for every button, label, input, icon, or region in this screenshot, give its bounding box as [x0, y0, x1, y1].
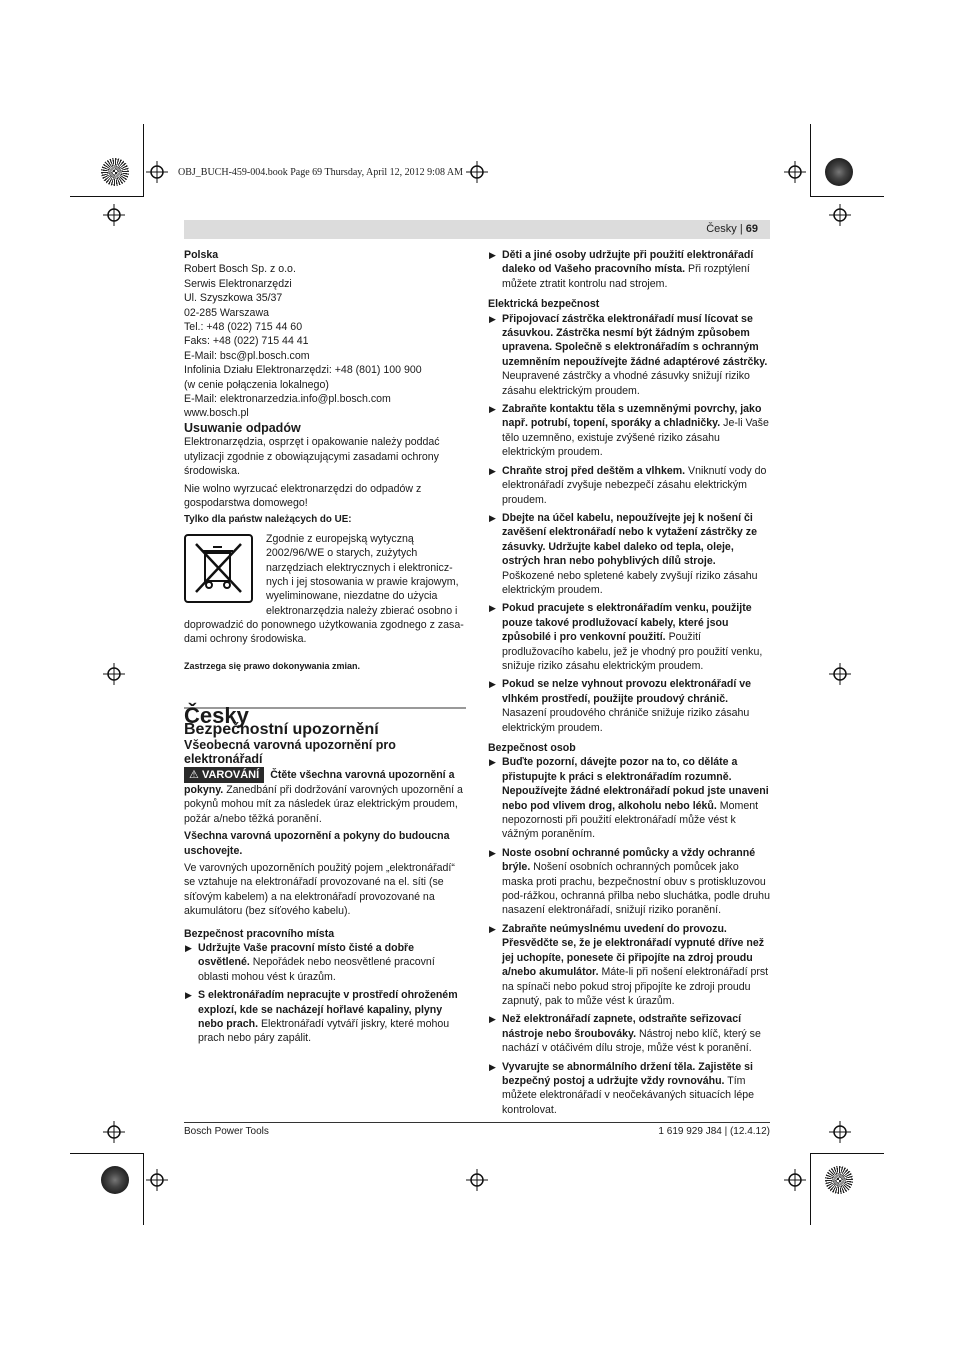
item-text: Elektronářadí vytváří jiskry, které mohou prach nebo páry zapálit. — [198, 1018, 450, 1045]
item-bold: Udržujte Vaše pracovní místo čisté a dobře osvětlené. — [198, 942, 415, 969]
reserve-note: Zastrzega się prawo dokonywania zmian. — [184, 660, 361, 671]
crosshair-icon — [829, 1121, 851, 1143]
warning-bold-text: Čtěte všechna varovná upozornění a pokyny. — [184, 768, 455, 796]
triangle-right-icon: ▶ — [489, 250, 496, 260]
list-item — [488, 464, 771, 507]
list-item — [488, 1060, 771, 1118]
list-item — [184, 988, 466, 1046]
crop-mark — [70, 1153, 144, 1154]
warning-triangle-icon: ⚠ — [189, 768, 199, 781]
item-text: Neupravené zástrčky a vhodné zásuvky snižují riziko zásahu elektrickým proudem. — [502, 370, 750, 397]
language-title: Česky — [184, 702, 249, 728]
list-item — [488, 1012, 771, 1055]
list-item — [488, 312, 771, 398]
right-column — [488, 248, 771, 1121]
address-line: (w cenie połączenia lokalnego) — [184, 378, 329, 391]
item-bold: Chraňte stroj před deštěm a vlhkem. — [502, 464, 686, 477]
address-line: Robert Bosch Sp. z o.o. — [184, 263, 296, 276]
crop-mark — [810, 1153, 811, 1225]
crosshair-icon — [103, 1121, 125, 1143]
list-item — [488, 922, 771, 1008]
warning-paragraph — [184, 767, 466, 827]
header-separator: | — [739, 223, 743, 235]
item-bold: Připojovací zástrčka elektronářadí musí lícovat se zásuvkou. Zástrčka nesmí být žádným způsobem upravena. Společně s elektronářadím s ochranným uzemněním nepoužívejte žádné adaptérové zástrčky. — [502, 312, 768, 368]
address-line: Infolinia Działu Elektronarzędzi: +48 (801) 100 900 — [184, 364, 422, 377]
triangle-right-icon: ▶ — [489, 679, 496, 690]
item-bold: Pokud se nelze vyhnout provozu elektronářadí ve vlhkém prostředí, použijte proudový chránič. — [502, 678, 752, 705]
crop-mark — [143, 1153, 144, 1225]
crop-mark — [810, 1153, 884, 1154]
print-job-info: OBJ_BUCH-459-004.book Page 69 Thursday, April 12, 2012 9:08 AM — [178, 167, 463, 178]
address-line: E-Mail: elektronarzedzia.info@pl.bosch.com — [184, 393, 391, 406]
list-item — [488, 677, 771, 735]
crosshair-icon — [829, 663, 851, 685]
item-bold: Buďte pozorní, dávejte pozor na to, co děláte a přistupujte k práci s elektronářadím rozumně. Nepoužívejte žádné elektronářadí pokud jste unaveni nebo pod vlivem drog, alkoholu nebo léků. — [502, 756, 769, 812]
crosshair-icon — [784, 161, 806, 183]
disposal-paragraph: Elektronarzędzia, osprzęt i opakowanie należy poddać utylizacji zgodnie z obowiązującymi zasadami ochrony środowiska. — [184, 436, 440, 478]
item-text: Tím můžete elektronářadí v neočekávaných situacích lépe kontrolovat. — [502, 1074, 755, 1116]
item-bold: Noste osobní ochranné pomůcky a vždy ochranné brýle. — [502, 846, 756, 874]
electrical-heading: Elektrická bezpečnost — [488, 298, 600, 311]
header-label — [706, 223, 758, 235]
item-text: Moment nepozornosti při použití elektronářadí může vést k vážným poraněním. — [502, 799, 759, 841]
triangle-right-icon: ▶ — [489, 512, 496, 523]
footer-doc-code: 1 619 929 J84 | (12.4.12) — [658, 1126, 770, 1137]
item-bold: Zabraňte neúmyslnému uvedení do provozu. Přesvědčte se, že je elektronářadí vypnuté dříve než jej uchopíte, ponesete či připojíte na zdroj proudu a/nebo akumulátor. — [502, 922, 765, 979]
crosshair-icon — [784, 1169, 806, 1191]
item-text: Nasazení proudového chrániče snižuje riziko zásahu elektrickým proudem. — [502, 707, 750, 734]
crop-mark — [810, 196, 884, 197]
list-item — [488, 755, 771, 841]
address-line: 02-285 Warszawa — [184, 306, 269, 319]
item-bold: Dbejte na účel kabelu, nepoužívejte jej k nošení či zavěšení elektronářadí nebo k vytažení zástrčky ze zásuvky. Udržujte kabel daleko od tepla, oleje, ostrých hran nebo pohyblivých dílů stroje. — [502, 511, 757, 568]
triangle-right-icon: ▶ — [185, 990, 192, 1001]
address-line: www.bosch.pl — [184, 407, 249, 420]
crop-mark — [810, 124, 811, 196]
list-item — [488, 402, 771, 460]
footer-divider — [184, 1122, 770, 1123]
address-line: Serwis Elektronarzędzi — [184, 277, 292, 290]
term-definition: Ve varovných upozorněních použitý pojem „elektronářadí“ se vztahuje na elektronářadí provozované na el. síti (se síťovým kabelem) a na elektronářadí provozované na akumulátoru (bez síťového kabelu). — [184, 862, 455, 918]
personal-heading: Bezpečnost osob — [488, 742, 576, 754]
item-bold: S elektronářadím nepracujte v prostředí ohroženém explozí, kde se nacházejí hořlavé kapaliny, plyny nebo prach. — [198, 989, 458, 1031]
address-line: Ul. Szyszkowa 35/37 — [184, 292, 283, 305]
safety-title: Bezpečnostní upozornění — [184, 721, 379, 739]
left-column — [184, 248, 466, 1050]
list-item — [488, 511, 771, 597]
item-bold: Děti a jiné osoby udržujte při použití elektronářadí daleko od Vašeho pracovního místa. — [502, 249, 754, 276]
eu-only-label: Tylko dla państw należących do UE: — [184, 514, 352, 526]
footer-brand: Bosch Power Tools — [184, 1126, 269, 1137]
crosshair-icon — [103, 663, 125, 685]
crosshair-icon — [146, 161, 168, 183]
triangle-right-icon: ▶ — [489, 465, 496, 476]
item-text: Při rozptýlení můžete ztratit kontrolu nad strojem. — [502, 263, 750, 290]
warning-badge-label: VAROVÁNÍ — [201, 768, 260, 781]
triangle-right-icon: ▶ — [489, 757, 496, 768]
crossed-out-wheelie-bin-icon — [184, 534, 253, 603]
registration-disc-icon — [825, 1166, 853, 1194]
crop-mark — [70, 196, 144, 197]
crosshair-icon — [146, 1169, 168, 1191]
item-text: Nošení osobních ochranných pomůcek jako maska proti prachu, bezpečnostní obuv s protiskluzovou pod-rážkou, ochranná přilba nebo sluchátka, podle druhu nasazení elektronářadí, snižují riziko poranění. — [502, 861, 770, 917]
triangle-right-icon: ▶ — [489, 404, 496, 415]
keep-instructions: Všechna varovná upozornění a pokyny do budoucna uschovejte. — [184, 830, 450, 857]
triangle-right-icon: ▶ — [489, 313, 496, 324]
page-header — [184, 220, 770, 239]
registration-disc-icon — [101, 1166, 129, 1194]
disposal-heading: Usuwanie odpadów — [184, 420, 301, 435]
list-item — [184, 941, 466, 984]
crosshair-icon — [466, 1169, 488, 1191]
item-bold: Vyvarujte se abnormálního držení těla. Zajistěte si bezpečný postoj a udržujte vždy rovnováhu. — [502, 1060, 753, 1087]
item-text: Poškozené nebo spletené kabely zvyšují riziko zásahu elektrickým proudem. — [502, 569, 758, 596]
item-text: Použití prodlužovacího kabelu, jež je vhodný pro použití venku, snižuje riziko zásahu elektrickým proudem. — [502, 631, 763, 672]
crop-mark — [143, 124, 144, 196]
item-text: Je-li Vaše tělo uzemněno, existuje zvýšené riziko zásahu elektrickým proudem. — [502, 417, 769, 459]
triangle-right-icon: ▶ — [489, 923, 496, 934]
address-line: Faks: +48 (022) 715 44 41 — [184, 335, 309, 348]
item-text: Nepořádek nebo neosvětlené pracovní oblasti mohou vést k úrazům. — [198, 956, 435, 983]
item-text: Nástroj nebo klíč, který se nachází v otáčivém dílu stroje, může vést k poranění. — [502, 1027, 761, 1055]
workplace-heading: Bezpečnost pracovního místa — [184, 927, 335, 940]
crosshair-icon — [466, 161, 488, 183]
triangle-right-icon: ▶ — [185, 943, 192, 954]
list-item — [488, 846, 771, 918]
crosshair-icon — [829, 204, 851, 226]
triangle-right-icon: ▶ — [489, 847, 496, 858]
address-line: E-Mail: bsc@pl.bosch.com — [184, 349, 310, 362]
address-line: Tel.: +48 (022) 715 44 60 — [184, 321, 303, 334]
weee-block — [184, 532, 466, 618]
general-warnings-title: Všeobecná varovná upozornění pro elektronářadí — [184, 737, 396, 767]
warning-text: Zanedbání při dodržování varovných upozornění a pokynů mohou mít za následek úraz elektrickým proudem, požár a/nebo těžká poranění. — [184, 783, 463, 825]
item-bold: Než elektronářadí zapnete, odstraňte seřizovací nástroje nebo šroubováky. — [502, 1013, 742, 1040]
item-bold: Pokud pracujete s elektronářadím venku, použijte pouze takové prodlužovací kabely, které jsou způsobilé i pro venkovní použití. — [502, 602, 752, 644]
item-bold: Zabraňte kontaktu těla s uzemněnými povrchy, jako např. potrubí, topení, sporáky a chladničky. — [502, 403, 762, 430]
list-item — [488, 601, 771, 673]
list-item — [488, 248, 771, 291]
item-text: Máte-li při nošení elektronářadí prst na spínači nebo pokud stroj připojíte ke zdroji proudu zapnutý, pak to může vést k úrazům. — [502, 966, 769, 1007]
page-number: 69 — [745, 223, 758, 235]
weee-text: Zgodnie z europejską wytyczną 2002/96/WE o starych, zużytych narzędziach elektrycznych i elektronicz-nych i jej stosowania w prawie krajowym, wyeliminowane, niezdatne do użycia elektronarzędzia należy zbierać osobno i — [266, 532, 459, 617]
disposal-paragraph: Nie wolno wyrzucać elektronarzędzi do odpadów z gospodarstwa domowego! — [184, 482, 422, 509]
header-language: Česky — [706, 223, 737, 235]
triangle-right-icon: ▶ — [489, 1061, 496, 1072]
poland-heading: Polska — [184, 249, 219, 261]
triangle-right-icon: ▶ — [489, 603, 496, 614]
crosshair-icon — [103, 204, 125, 226]
registration-disc-icon — [101, 158, 129, 186]
item-text: Vniknutí vody do elektronářadí zvyšuje nebezpečí zásahu elektrickým proudem. — [502, 464, 767, 506]
warning-badge — [184, 767, 264, 783]
triangle-right-icon: ▶ — [489, 1014, 496, 1025]
weee-text-continued: doprowadzić do ponownego użytkowania zgodnego z zasa-dami ochrony środowiska. — [184, 618, 464, 646]
registration-disc-icon — [825, 158, 853, 186]
